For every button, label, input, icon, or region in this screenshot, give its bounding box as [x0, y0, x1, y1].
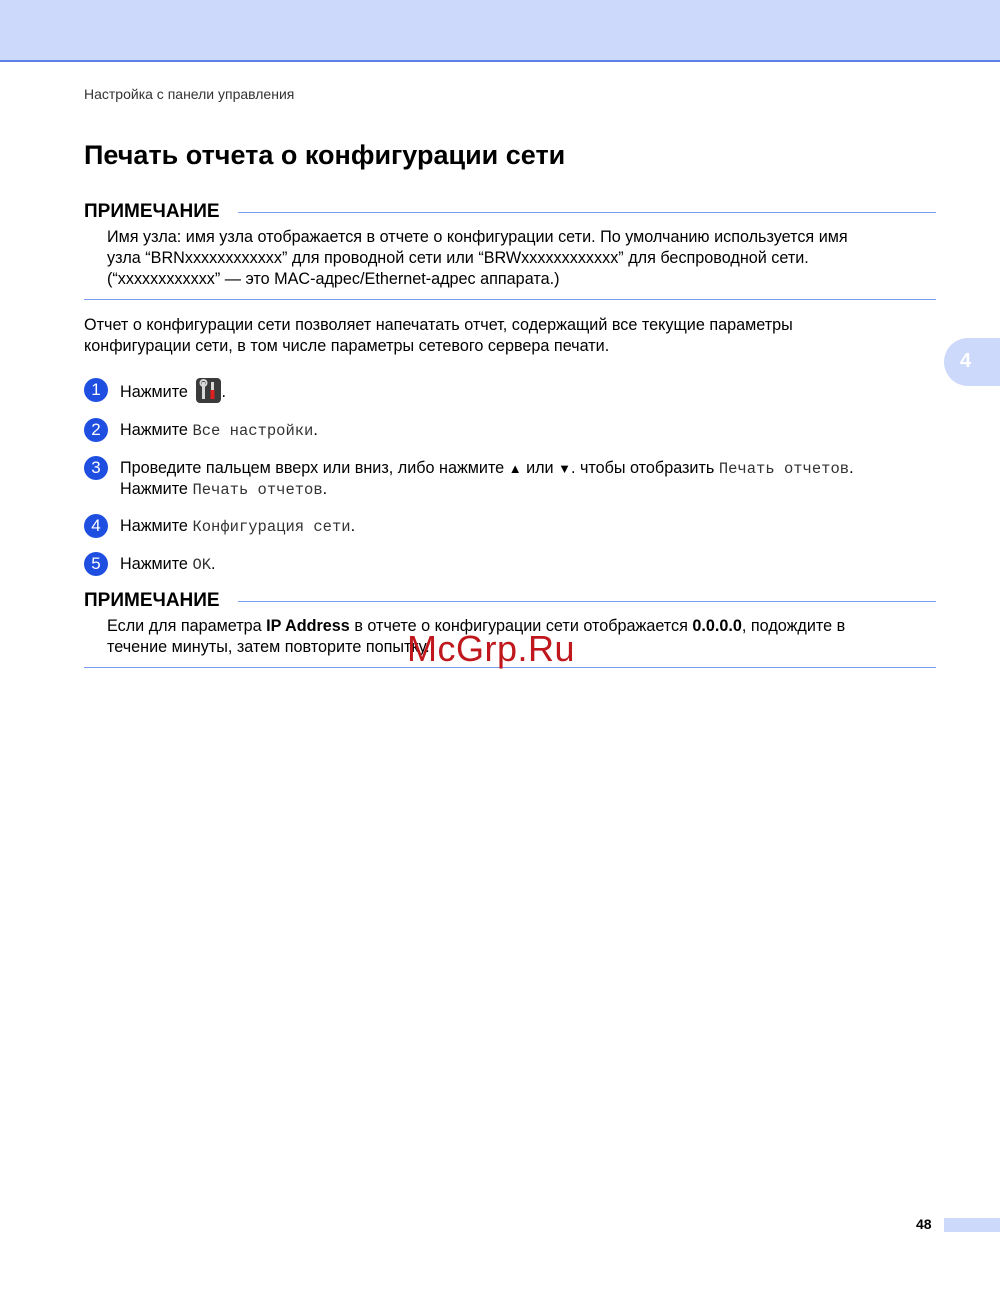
step-prefix: Нажмите: [120, 555, 188, 573]
step-prefix: Нажмите: [120, 480, 188, 498]
step-number: 5: [84, 552, 108, 576]
intro-paragraph: [84, 315, 924, 357]
step-number: 1: [84, 378, 108, 402]
note-divider: [238, 212, 936, 213]
top-band: [0, 0, 1000, 62]
up-arrow-icon: ▲: [508, 461, 522, 476]
step-text: [120, 458, 854, 480]
step-suffix: .: [211, 555, 216, 573]
note-bold: 0.0.0.0: [692, 617, 742, 635]
ui-key-label: Печать отчетов: [718, 460, 850, 478]
note-text: Если для параметра: [107, 617, 262, 635]
note-line: (“xxxxxxxxxxxx” — это MAC-адрес/Ethernet-адрес аппарата.): [107, 270, 560, 288]
ui-key-label: OK: [192, 556, 212, 574]
step-text: [120, 516, 355, 538]
note-bottom-rule: [84, 299, 936, 300]
ui-key-label: Конфигурация сети: [192, 518, 351, 536]
breadcrumb: Настройка с панели управления: [84, 86, 295, 102]
note-header: [84, 200, 936, 224]
step-suffix: .: [350, 517, 356, 535]
note-label: ПРИМЕЧАНИЕ: [84, 590, 220, 611]
note-body: [107, 227, 937, 290]
step-number: 2: [84, 418, 108, 442]
step-prefix: Проведите пальцем вверх или вниз, либо нажмите: [120, 459, 505, 477]
intro-line: конфигурации сети, в том числе параметры сетевого сервера печати.: [84, 337, 610, 355]
note-label: ПРИМЕЧАНИЕ: [84, 201, 220, 222]
note-header: [84, 589, 936, 613]
step-number: 4: [84, 514, 108, 538]
note-divider: [238, 601, 936, 602]
chapter-number: 4: [960, 350, 972, 372]
intro-line: Отчет о конфигурации сети позволяет напечатать отчет, содержащий все текущие параметры: [84, 316, 793, 334]
step-text: [120, 554, 216, 576]
page-number-bar: [944, 1218, 1000, 1232]
down-arrow-icon: ▼: [558, 461, 571, 476]
step-number: 3: [84, 456, 108, 480]
ui-key-label: Все настройки: [192, 422, 314, 440]
watermark: McGrp.Ru: [407, 628, 576, 669]
note-bold: IP Address: [266, 617, 350, 635]
settings-tools-icon[interactable]: [196, 378, 221, 403]
note-line: Имя узла: имя узла отображается в отчете о конфигурации сети. По умолчанию используется имя: [107, 228, 848, 246]
step-suffix: .: [221, 382, 226, 401]
step-suffix: .: [313, 421, 318, 439]
note-text: , подождите в: [741, 617, 846, 635]
chapter-tab: [944, 338, 1000, 386]
note-line: узла “BRNxxxxxxxxxxxx” для проводной сети или “BRWxxxxxxxxxxxx” для беспроводной сети.: [107, 249, 809, 267]
step-text-line2: [120, 479, 327, 501]
step-prefix: Нажмите: [120, 382, 188, 401]
step-prefix: Нажмите: [120, 517, 188, 535]
step-text: [120, 420, 318, 442]
step-connector: . чтобы отобразить: [570, 459, 715, 477]
ui-key-label: Печать отчетов: [192, 481, 323, 499]
step-suffix: .: [849, 459, 854, 477]
page-title: Печать отчета о конфигурации сети: [84, 140, 566, 170]
page-number: 48: [916, 1216, 932, 1232]
step-suffix: .: [322, 480, 328, 498]
note-line: течение минуты, затем повторите попытку.: [107, 638, 430, 656]
step-prefix: Нажмите: [120, 421, 188, 439]
step-text: [120, 380, 226, 405]
note-text: в отчете о конфигурации сети отображается: [354, 617, 688, 635]
step-connector: или: [526, 459, 554, 477]
